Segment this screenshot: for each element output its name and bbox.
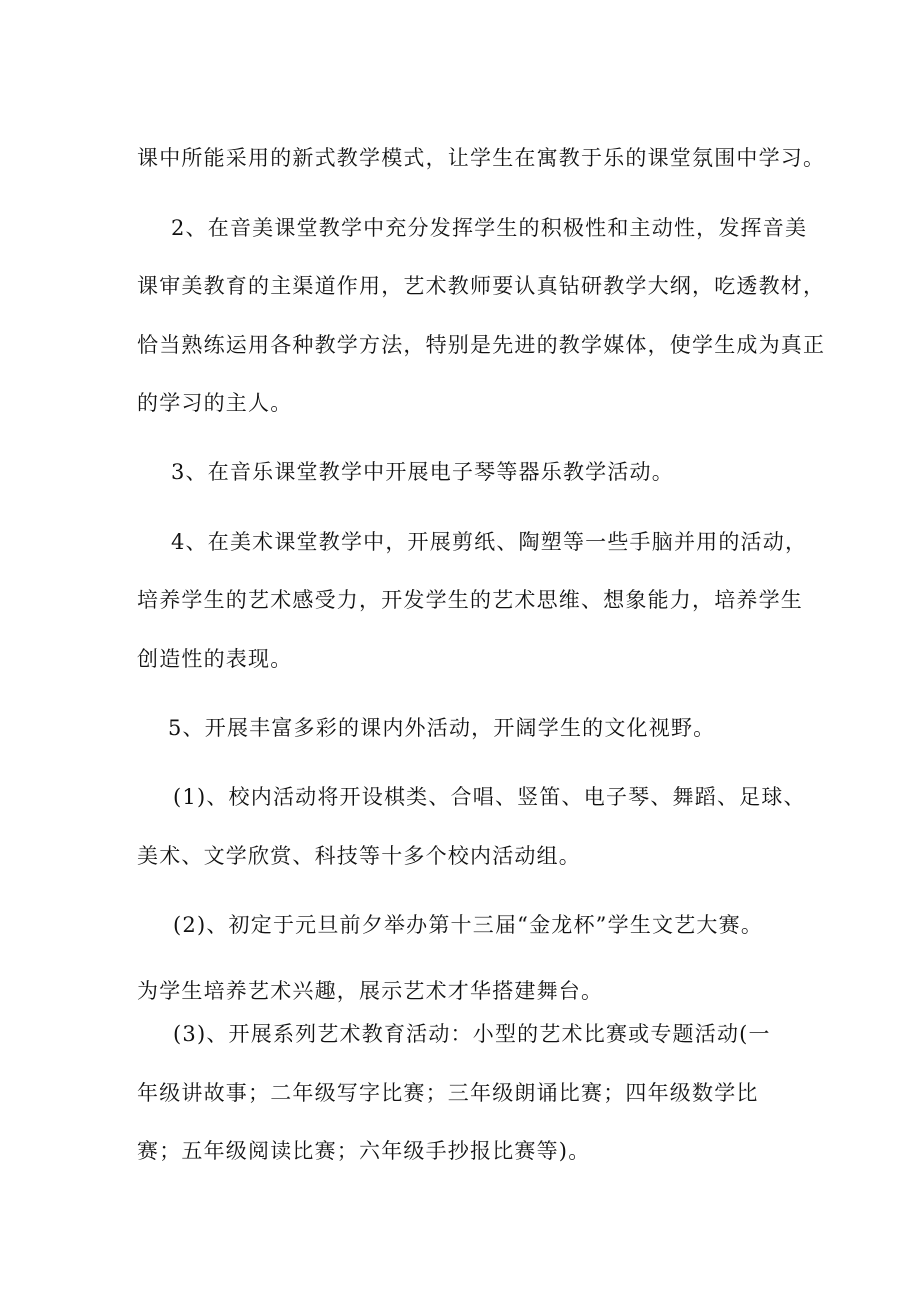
- text-line: 年级讲故事；二年级写字比赛；三年级朗诵比赛；四年级数学比: [137, 1081, 759, 1105]
- text-line: 恰当熟练运用各种教学方法，特别是先进的教学媒体，使学生成为真正: [137, 333, 826, 357]
- paragraph-4-start: 4、在美术课堂教学中，开展剪纸、陶塑等一些手脑并用的活动，: [171, 530, 808, 554]
- text-line: 创造性的表现。: [137, 647, 293, 671]
- sub-item-3-start: (3)、开展系列艺术教育活动：小型的艺术比赛或专题活动(一: [173, 1022, 771, 1046]
- paragraph-5: 5、开展丰富多彩的课内外活动，开阔学生的文化视野。: [168, 716, 716, 740]
- sub-item-1-start: (1)、校内活动将开设棋类、合唱、竖笛、电子琴、舞蹈、足球、: [173, 785, 806, 809]
- sub-item-2: (2)、初定于元旦前夕举办第十三届“金龙杯”学生文艺大赛。: [173, 913, 764, 937]
- text-line: 课审美教育的主渠道作用，艺术教师要认真钻研教学大纲，吃透教材，: [137, 274, 826, 298]
- paragraph-2-start: 2、在音美课堂教学中充分发挥学生的积极性和主动性，发挥音美: [171, 216, 808, 240]
- text-line: 赛；五年级阅读比赛；六年级手抄报比赛等)。: [137, 1139, 591, 1163]
- text-line: 课中所能采用的新式教学模式，让学生在寓教于乐的课堂氛围中学习。: [137, 146, 826, 170]
- text-line: 为学生培养艺术兴趣，展示艺术才华搭建舞台。: [137, 979, 604, 1003]
- text-line: 的学习的主人。: [137, 391, 293, 415]
- text-line: 美术、文学欣赏、科技等十多个校内活动组。: [137, 844, 581, 868]
- paragraph-3: 3、在音乐课堂教学中开展电子琴等器乐教学活动。: [171, 460, 674, 484]
- text-line: 培养学生的艺术感受力，开发学生的艺术思维、想象能力，培养学生: [137, 588, 803, 612]
